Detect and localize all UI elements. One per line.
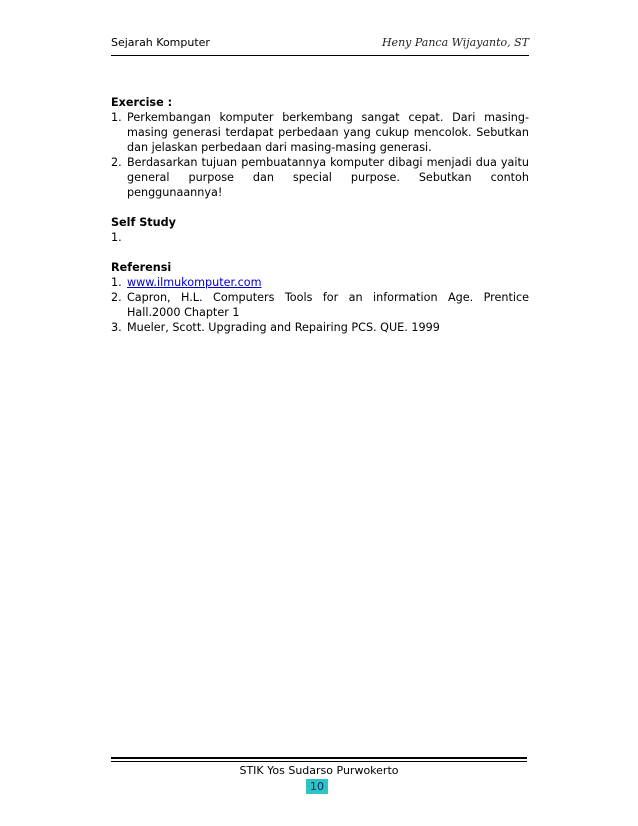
self-study-title: Self Study bbox=[111, 216, 176, 229]
reference-link[interactable]: www.ilmukomputer.com bbox=[127, 276, 262, 289]
list-text: Mueler, Scott. Upgrading and Repairing PCS. QUE. 1999 bbox=[127, 321, 440, 334]
page-number: 10 bbox=[306, 779, 328, 794]
list-item bbox=[111, 155, 529, 200]
header-title: Sejarah Komputer bbox=[111, 36, 210, 49]
document-body bbox=[111, 95, 529, 335]
page-header bbox=[111, 36, 529, 54]
referensi-list bbox=[111, 275, 529, 335]
list-text: Perkembangan komputer berkembang sangat cepat. Dari masing-masing generasi terdapat perbedaan yang cukup mencolok. Sebutkan dan jelaskan perbedaan dari masing-masing generasi. bbox=[127, 111, 529, 154]
list-text: Capron, H.L. Computers Tools for an information Age. Prentice Hall.2000 Chapter 1 bbox=[127, 291, 529, 319]
header-author: Heny Panca Wijayanto, ST bbox=[381, 36, 529, 49]
self-study-list bbox=[111, 230, 529, 245]
list-number: 1. bbox=[111, 276, 122, 289]
list-item bbox=[111, 230, 529, 245]
exercise-title: Exercise : bbox=[111, 96, 173, 109]
list-number: 1. bbox=[111, 111, 122, 124]
header-divider bbox=[111, 55, 529, 56]
list-number: 1. bbox=[111, 231, 122, 244]
list-item bbox=[111, 290, 529, 320]
exercise-list bbox=[111, 110, 529, 200]
list-item bbox=[111, 320, 529, 335]
list-item bbox=[111, 275, 529, 290]
referensi-title: Referensi bbox=[111, 261, 172, 274]
list-number: 2. bbox=[111, 291, 122, 304]
list-number: 3. bbox=[111, 321, 122, 334]
footer-institution: STIK Yos Sudarso Purwokerto bbox=[239, 764, 399, 777]
list-number: 2. bbox=[111, 156, 122, 169]
footer-divider-thin bbox=[111, 761, 527, 762]
footer-divider-thick bbox=[111, 757, 527, 759]
list-text: Berdasarkan tujuan pembuatannya komputer dibagi menjadi dua yaitu general purpose dan special purpose. Sebutkan contoh penggunaannya! bbox=[127, 156, 529, 199]
list-item bbox=[111, 110, 529, 155]
